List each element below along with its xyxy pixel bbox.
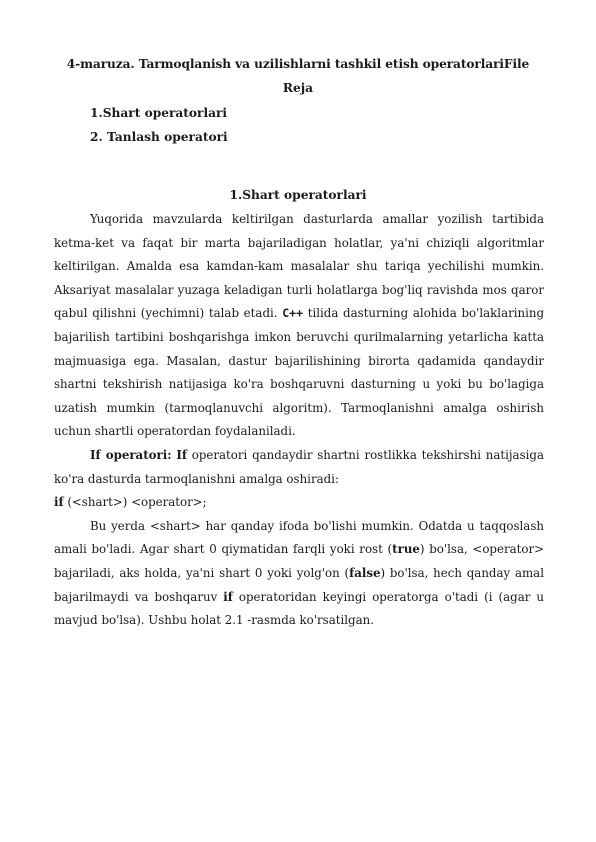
if-keyword-inline: if bbox=[223, 589, 233, 604]
if-operator-description: operatori qandaydir shartni rostlikka tekshirshi natijasiga ko'ra dasturda tarmoqlanishni amalga oshiradi: bbox=[54, 447, 545, 486]
condition-text-c: ) bo'lsa, hech qanday amal bajarilmaydi va boshqaruv bbox=[54, 565, 544, 604]
condition-text-d: operatoridan keyingi operatorga o'tadi (i (agar u mavjud bo'lsa). Ushbu holat 2.1 -rasmda ko'rsatilgan. bbox=[54, 589, 545, 628]
paragraph-condition bbox=[54, 515, 544, 633]
if-operator-label: If operatori: bbox=[90, 447, 172, 462]
plan-heading: Reja bbox=[282, 81, 314, 95]
paragraph-if-operator bbox=[54, 444, 544, 491]
false-keyword: false bbox=[349, 565, 381, 580]
if-syntax-line bbox=[54, 491, 544, 515]
if-keyword: If bbox=[176, 447, 187, 462]
if-syntax-keyword: if bbox=[54, 495, 64, 510]
document-title: 4-maruza. Tarmoqlanish va uzilishlarni tashkil etish operatorlariFile bbox=[66, 57, 530, 71]
if-syntax-text: (<shart>) <operator>; bbox=[67, 495, 207, 510]
paragraph-intro-text-a: Yuqorida mavzularda keltirilgan dasturlarda amallar yozilish tartibida ketma-ket va faqat bir marta bajariladigan holatlar, ya'ni chiziqli algoritmlar keltirilgan. Amalda esa kamdan-kam masalalar shu tariqa yechilishi mumkin. Aksariyat masalalar yuzaga keladigan turli holatlarga bog'liq ravishda mos qaror qabul qilishni (yechimni) talab etadi. bbox=[54, 212, 544, 321]
condition-text-a: Bu yerda <shart> har qanday ifoda bo'lishi mumkin. Odatda u taqqoslash amali bo'ladi. Agar shart 0 qiymatidan farqli yoki rost ( bbox=[54, 518, 544, 557]
paragraph-intro bbox=[54, 208, 544, 444]
toc-item-1: 1.Shart operatorlari bbox=[90, 106, 228, 120]
true-keyword: true bbox=[392, 542, 420, 557]
condition-text-b: ) bo'lsa, <operator> bajariladi, aks holda, ya'ni shart 0 yoki yolg'on ( bbox=[54, 542, 544, 580]
toc-item-2: 2. Tanlash operatori bbox=[90, 130, 228, 144]
section-heading: 1.Shart operatorlari bbox=[229, 188, 367, 202]
paragraph-intro-text-b: tilida dasturning alohida bo'laklarining bajarilish tartibini boshqarishga imkon beruvchi qurilmalarning yetarlicha katta majmuasiga ega. Masalan, dastur bajarilishining birorta qadamida qandaydir shartni tekshirish natijasiga ko'ra boshqaruvni dasturning u yoki bu bo'lagiga uzatish mumkin (tarmoqlanuvchi algoritm). Tarmoqlanishni amalga oshirish uchun shartli operatordan foydalaniladi. bbox=[54, 306, 545, 439]
body-text bbox=[54, 208, 544, 633]
cpp-keyword: C++ bbox=[282, 306, 304, 321]
